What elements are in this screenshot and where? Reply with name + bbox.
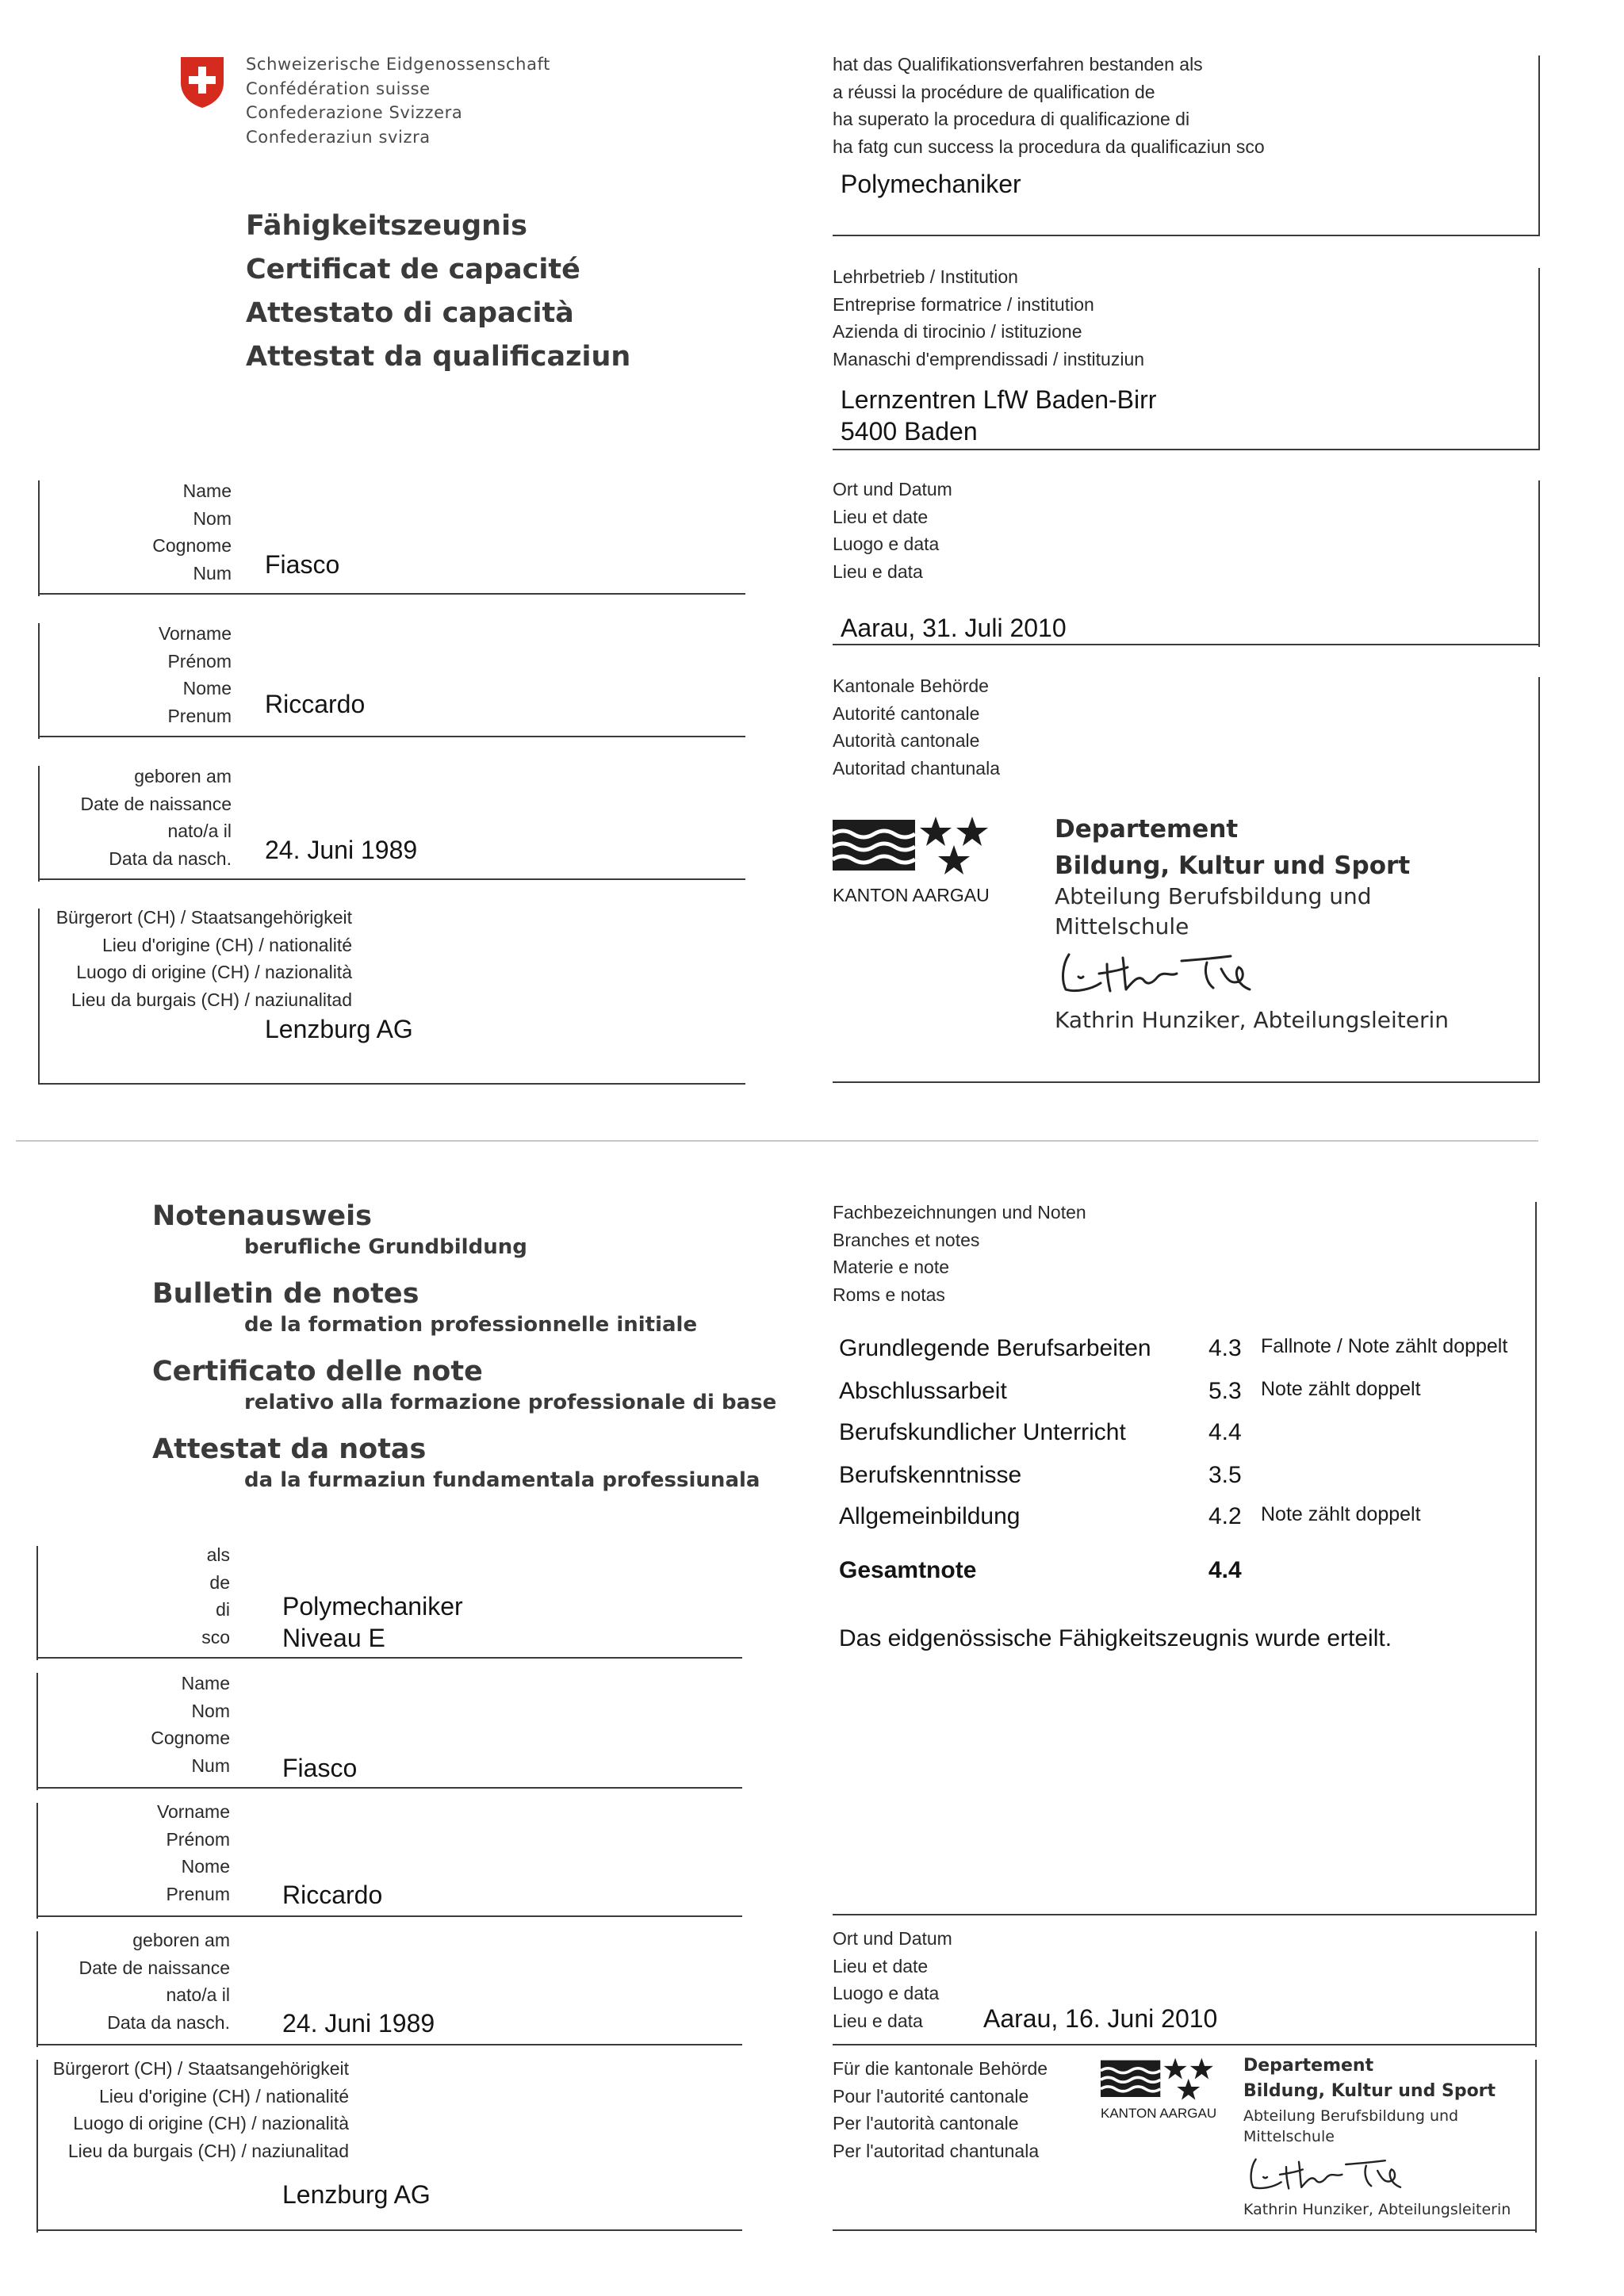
surname-value: Fiasco [265, 550, 340, 579]
for-cantonal-authority-label: Für die kantonale Behörde Pour l'autorité cantonale Per l'autorità cantonale Per l'autoritad chantunala [833, 2058, 1048, 2161]
birthdate-label: geboren am Date de naissance nato/a il Data da nasch. [80, 766, 232, 869]
grade-value: 5.3 [1208, 1378, 1242, 1404]
certificate-titles [246, 205, 630, 379]
cert-title-rm: Attestat da qualificaziun [246, 341, 631, 373]
canton-name-small: KANTON AARGAU [1101, 2106, 1217, 2121]
transcript-surname: Fiasco [282, 1754, 358, 1782]
origin-value: Lenzburg AG [265, 1015, 413, 1043]
transcript-name-label: Name Nom Cognome Num [151, 1673, 230, 1776]
signatory-name-small: Kathrin Hunziker, Abteilungsleiterin [1243, 2201, 1511, 2218]
grade-value: 4.3 [1208, 1335, 1242, 1361]
grade-note: Note zählt doppelt [1261, 1378, 1421, 1400]
transcript-origin: Lenzburg AG [282, 2180, 431, 2209]
fold-line [16, 1140, 1538, 1142]
swiss-cross-icon [179, 55, 225, 109]
place-date-value: Aarau, 31. Juli 2010 [841, 614, 1067, 642]
transcript-sub-it: relativo alla formazione professionale di base [244, 1391, 777, 1414]
department-title: Departement [1055, 815, 1239, 844]
confederation-names [246, 52, 550, 149]
transcript-title-de: Notenausweis [152, 1200, 372, 1232]
transcript-level: Niveau E [282, 1624, 385, 1652]
confederation-rm: Confederaziun svizra [246, 127, 431, 147]
cert-title-it: Attestato di capacità [246, 297, 574, 329]
division-line2: Mittelschule [1055, 913, 1189, 939]
division-line1-small: Abteilung Berufsbildung und [1243, 2107, 1459, 2125]
birthdate-value: 24. Juni 1989 [265, 836, 418, 864]
division-line2-small: Mittelschule [1243, 2128, 1335, 2145]
aargau-logo-small-icon [1101, 2057, 1221, 2104]
transcript-place-date: Aarau, 16. Juni 2010 [983, 2004, 1218, 2033]
subjects-label: Fachbezeichnungen und Noten Branches et notes Materie e note Roms e notas [833, 1202, 1086, 1305]
institution-city: 5400 Baden [841, 417, 978, 446]
transcript-title-fr: Bulletin de notes [152, 1278, 419, 1310]
grade-subject: Grundlegende Berufsarbeiten [839, 1335, 1151, 1361]
division-line1: Abteilung Berufsbildung und [1055, 883, 1372, 909]
transcript-sub-fr: de la formation professionnelle initiale [244, 1313, 698, 1337]
grade-subject: Abschlussarbeit [839, 1378, 1007, 1404]
total-grade: 4.4 [1208, 1557, 1242, 1583]
origin-label: Bürgerort (CH) / Staatsangehörigkeit Lieu d'origine (CH) / nationalité Luogo di origine (CH) / nazionalità Lieu da burgais (CH) / naziunalitad [56, 907, 352, 1010]
canton-name: KANTON AARGAU [833, 885, 990, 905]
grade-value: 4.4 [1208, 1419, 1242, 1445]
department-name: Bildung, Kultur und Sport [1055, 851, 1411, 880]
transcript-profession: Polymechaniker [282, 1592, 463, 1621]
qualification-statement: hat das Qualifikationsverfahren bestanden als a réussi la procédure de qualification de ha superato la procedura di qualificazione di ha fatg cun success la procedura da qualificaziun sco [833, 54, 1265, 157]
confederation-de: Schweizerische Eidgenossenschaft [246, 55, 550, 74]
grade-value: 4.2 [1208, 1503, 1242, 1529]
transcript-sub-rm: da la furmaziun fundamentala professiunala [244, 1468, 760, 1492]
signatory-name: Kathrin Hunziker, Abteilungsleiterin [1055, 1007, 1450, 1033]
confederation-it: Confederazione Svizzera [246, 103, 463, 122]
name-label: Name Nom Cognome Num [152, 480, 232, 584]
total-label: Gesamtnote [839, 1557, 977, 1583]
firstname-value: Riccardo [265, 690, 366, 718]
grade-value: 3.5 [1208, 1462, 1242, 1488]
als-label: als de di sco [201, 1544, 230, 1647]
signature-image [1051, 945, 1289, 1001]
transcript-title-it: Certificato delle note [152, 1356, 483, 1387]
transcript-sub-de: berufliche Grundbildung [244, 1235, 527, 1259]
grade-subject: Berufskundlicher Unterricht [839, 1419, 1126, 1445]
transcript-birthdate-label: geboren am Date de naissance nato/a il Data da nasch. [79, 1930, 230, 2033]
awarded-statement: Das eidgenössische Fähigkeitszeugnis wurde erteilt. [839, 1625, 1392, 1651]
department-title-small: Departement [1243, 2056, 1374, 2076]
profession-value: Polymechaniker [841, 170, 1021, 198]
place-date-label: Ort und Datum Lieu et date Luogo e data Lieu e data [833, 479, 952, 582]
institution-name: Lernzentren LfW Baden-Birr [841, 385, 1157, 414]
grade-subject: Berufskenntnisse [839, 1462, 1022, 1488]
institution-label: Lehrbetrieb / Institution Entreprise formatrice / institution Azienda di tirocinio / istituzione Manaschi d'emprendissadi / instituziun [833, 266, 1145, 369]
transcript-firstname-label: Vorname Prénom Nome Prenum [156, 1801, 230, 1904]
transcript-firstname: Riccardo [282, 1881, 383, 1909]
transcript-place-date-label: Ort und Datum Lieu et date Luogo e data Lieu e data [833, 1928, 952, 2031]
signature-small-image [1242, 2150, 1432, 2198]
grade-subject: Allgemeinbildung [839, 1503, 1021, 1529]
confederation-fr: Confédération suisse [246, 78, 431, 98]
cantonal-authority-label: Kantonale Behörde Autorité cantonale Autorità cantonale Autoritad chantunala [833, 675, 1000, 779]
cert-title-de: Fähigkeitszeugnis [246, 210, 527, 242]
cert-title-fr: Certificat de capacité [246, 254, 580, 285]
transcript-title-rm: Attestat da notas [152, 1433, 427, 1465]
firstname-label: Vorname Prénom Nome Prenum [158, 623, 232, 726]
transcript-origin-label: Bürgerort (CH) / Staatsangehörigkeit Lieu d'origine (CH) / nationalité Luogo di origine (CH) / nazionalità Lieu da burgais (CH) / naziunalitad [52, 2058, 349, 2161]
grade-note: Note zählt doppelt [1261, 1503, 1421, 1525]
grade-note: Fallnote / Note zählt doppelt [1261, 1335, 1508, 1357]
transcript-birthdate: 24. Juni 1989 [282, 2009, 435, 2038]
department-name-small: Bildung, Kultur und Sport [1243, 2081, 1496, 2101]
aargau-logo-icon [833, 815, 999, 880]
